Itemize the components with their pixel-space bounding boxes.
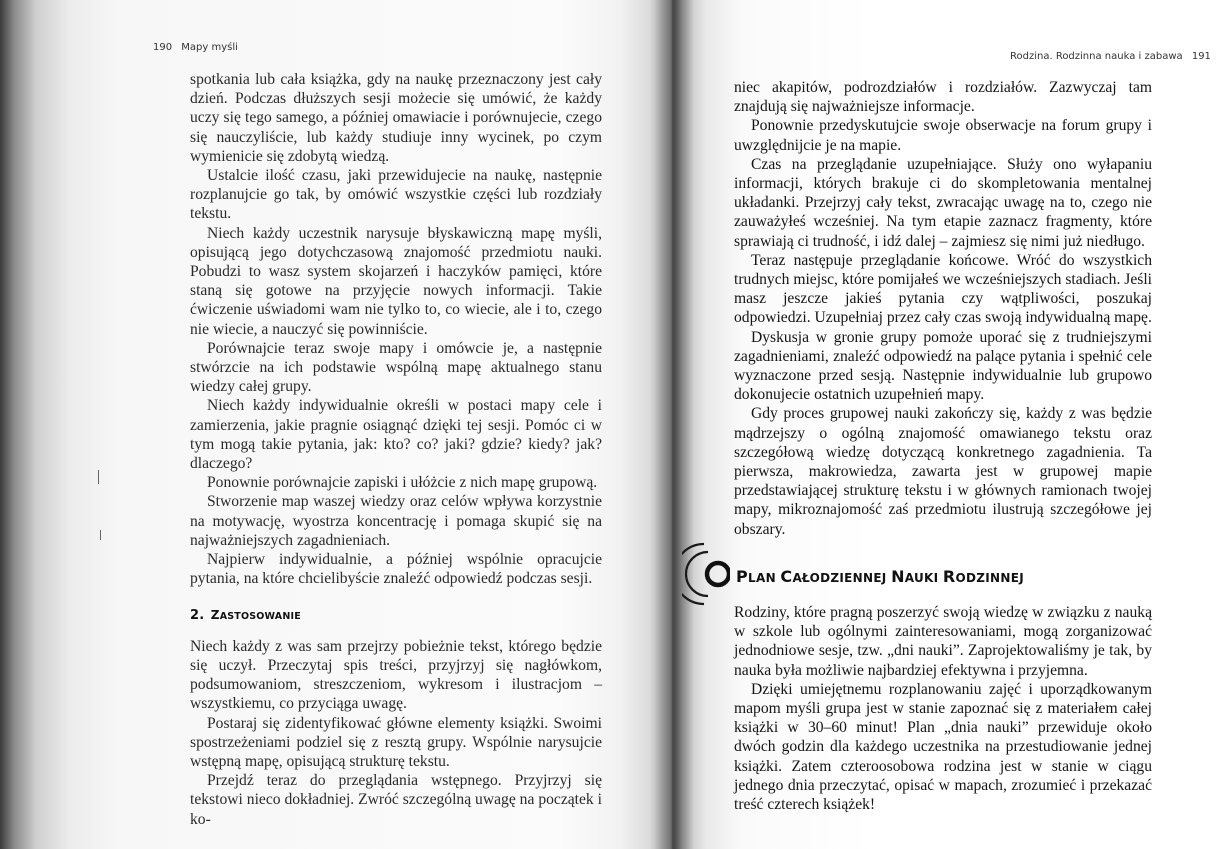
paragraph: Gdy proces grupowej nauki zakończy się, każdy z was będzie mądrzejszy o ogólną znajomość omawianego tekstu oraz szczegółową wiedzę dotyczącą konkretnego zagadnienia. Ta pierwsza, makrowiedza, zawarta jest w grupowej mapie przedstawiającej strukturę tekstu i w głównych ramionach twojej mapy, mikroznajomość zaś przedmiotu ilustrują szczegółowe jej obszary. [734,405,1152,538]
margin-speck [100,530,101,540]
section-title-part: ODZINNEJ [955,571,1024,585]
paragraph: Ustalcie ilość czasu, jaki przewidujecie na naukę, następnie rozplanujcie go tak, by omówić wszystkie części lub rozdziały tekstu. [190,167,602,223]
right-page-number: 191 [1191,51,1211,62]
circle-target-icon [682,538,730,610]
paragraph: Ponownie przedyskutujcie swoje obserwacje na forum grupy i uwzględnijcie je na mapie. [734,117,1152,154]
subheading-application [190,606,602,626]
paragraph: Dyskusja w gronie grupy pomoże uporać się z trudniejszymi zagadnieniami, znaleźć odpowiedź na palące pytania i spełnić cele wyznaczone przed sesją. Następnie indywidualnie lub grupowo dokonujecie ostatnich uzupełnień mapy. [734,328,1152,404]
section-title-part: P [736,567,749,586]
paragraph: Porównajcie teraz swoje mapy i omówcie je, a następnie stwórzcie na ich podstawie wspólną mapę aktualnego stanu wiedzy całej grupy. [190,339,602,396]
paragraph: Czas na przeglądanie uzupełniające. Służy ono wyłapaniu informacji, których brakuje ci do skompletowania mentalnej układanki. Przejrzyj cały tekst, zwracając uwagę na to, czego nie zauważyłeś wcześniej. Na tym etapie zaznacz fragmenty, które sprawiają ci trudność, i idź dalej – zajmiesz się nimi już niedługo. [734,155,1152,250]
paragraph: Najpierw indywidualnie, a później wspólnie opracujcie pytania, na które chcielibyście znaleźć odpowiedź podczas sesji. [190,551,602,588]
section-title-part: N [891,567,905,586]
paragraph: Dzięki umiejętnemu rozplanowaniu zajęć i uporządkowanym mapom myśli grupa jest w stanie zapoznać się z materiałem całej książki w 30–60 minut! Plan „dnia nauki” przewiduje około dwóch godzin dla każdego uczestnika na przestudiowanie jednej książki. Zatem czteroosobowa rodzina jest w stanie w ciągu jednego dnia przeczytać, opisać w mapach, zrozumieć i przekazać treść czterech książek! [734,680,1152,814]
left-running-head [153,42,238,53]
paragraph: Rodziny, które pragną poszerzyć swoją wiedzę w związku z nauką w szkole lub ogólnymi zainteresowaniami, mogą zorganizować jednodniowe sesje, tzw. „dni nauki”. Zaprojektowaliśmy je tak, by nauka była możliwie najbardziej efektywna i przyjemna. [734,604,1152,679]
paragraph: Ponownie porównajcie zapiski i ułóżcie z nich mapę grupową. [207,474,598,492]
paragraph: Stworzenie map waszej wiedzy oraz celów wpływa korzystnie na motywację, wyostrza koncentrację i pomaga skupić się na najważniejszych zagadnieniach. [190,493,602,549]
paragraph: Niech każdy z was sam przejrzy pobieżnie tekst, którego będzie się uczył. Przeczytaj spis treści, przyjrzyj się nagłówkom, podsumowaniom, streszczeniom, wykresom i ilustracjom – wszystkiemu, co przyciąga uwagę. [190,637,602,713]
right-running-head-title: Rodzina. Rodzinna nauka i zabawa [1010,51,1183,62]
section-title-part: C [780,567,793,586]
subheading-number: 2. [190,608,205,624]
paragraph: Niech każdy uczestnik narysuje błyskawiczną mapę myśli, opisującą jego dotychczasową znajomość przedmiotu nauki. Pobudzi to wasz system skojarzeń i haczyków pamięci, które staną się gotowe na przyjęcie nowych informacji. Takie ćwiczenie uświadomi wam nie tylko to, co wiecie, ale i to, czego nie wiecie, a nauczyć się powinniście. [190,224,602,338]
paragraph: spotkania lub cała książka, gdy na naukę przeznaczony jest cały dzień. Podczas dłuższych sesji możecie się umówić, że każdy uczy się tego samego, a później omawiacie i porównujecie, czego się nauczyliście, lub każdy studiuje inny wycinek, po czym wymienicie się zdobytą wiedzą. [190,71,602,165]
section-title-part: R [942,567,956,586]
left-text-column [190,70,602,829]
section-title [736,567,1024,586]
section-title-part: LAN [748,571,781,585]
book-gutter [650,0,694,849]
subheading-initial: Z [210,608,220,623]
right-text-column [734,78,1152,539]
right-running-head [1010,51,1211,62]
section-title-part: AŁODZIENNEJ [792,571,892,585]
left-running-head-title: Mapy myśli [181,42,238,53]
paragraph: Przejdź teraz do przeglądania wstępnego. Przyjrzyj się tekstowi nieco dokładniej. Zwróć szczególną uwagę na początek i ko- [190,772,602,828]
paragraph: Niech każdy indywidualnie określi w postaci mapy cele i zamierzenia, jakie pragnie osiągnąć dzięki tej sesji. Pomóc ci w tym mogą takie pytania, jak: kto? co? jaki? gdzie? kiedy? jak? dlaczego? [190,397,602,473]
right-text-column-section [734,603,1152,814]
paragraph: Teraz następuje przeglądanie końcowe. Wróć do wszystkich trudnych miejsc, które pomijałeś we wcześniejszych stadiach. Jeśli masz jeszcze jakieś pytania czy wątpliwości, poszukaj odpowiedzi. Uzupełniaj przez cały czas swoją indywidualną mapę. [734,251,1152,327]
left-page-number: 190 [153,42,173,53]
paragraph: Postaraj się zidentyfikować główne elementy książki. Swoimi spostrzeżeniami podziel się z resztą grupy. Wspólnie narysujcie wstępną mapę, opisującą strukturę tekstu. [190,714,602,770]
subheading-rest: ASTOSOWANIE [219,611,301,623]
paragraph: niec akapitów, podrozdziałów i rozdziałów. Zazwyczaj tam znajdują się najważniejsze informacje. [734,79,1152,116]
section-title-part: AUKI [904,571,943,585]
margin-speck [98,470,99,484]
